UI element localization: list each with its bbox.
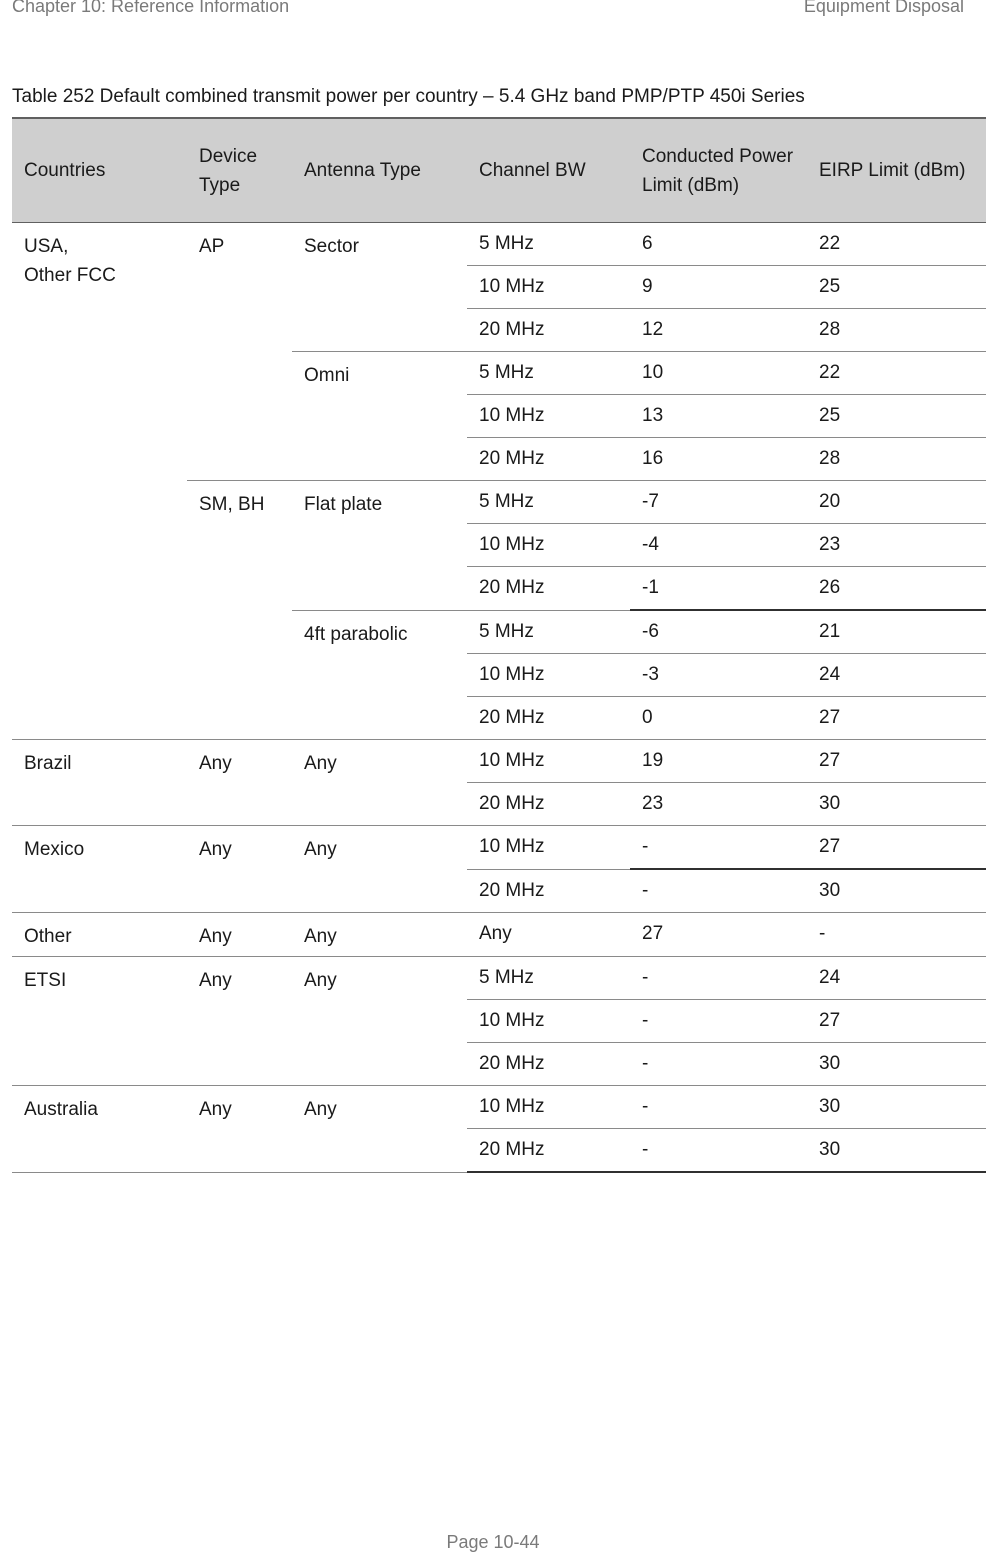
country-cell: Brazil <box>12 740 187 826</box>
channel-bw-cell: 20 MHz <box>467 567 630 611</box>
conducted-power-cell: 19 <box>630 740 807 783</box>
device-type-cell: Any <box>187 957 292 1086</box>
channel-bw-cell: 20 MHz <box>467 1043 630 1086</box>
conducted-power-cell: - <box>630 1086 807 1129</box>
table-row <box>12 223 986 266</box>
eirp-limit-cell: 24 <box>807 957 986 1000</box>
antenna-type-cell: Sector <box>292 223 467 352</box>
conducted-power-cell: - <box>630 1043 807 1086</box>
country-cell: Mexico <box>12 826 187 913</box>
eirp-limit-cell: 23 <box>807 524 986 567</box>
eirp-limit-cell: - <box>807 913 986 957</box>
device-type-cell: SM, BH <box>187 481 292 740</box>
conducted-power-cell: - <box>630 826 807 870</box>
table-row <box>12 740 986 783</box>
country-cell: Australia <box>12 1086 187 1173</box>
table-body <box>12 223 986 1173</box>
country-cell: USA, Other FCC <box>12 223 187 740</box>
eirp-limit-cell: 30 <box>807 869 986 913</box>
eirp-limit-cell: 27 <box>807 826 986 870</box>
device-type-cell: AP <box>187 223 292 481</box>
antenna-type-cell: Any <box>292 1086 467 1173</box>
table-caption <box>12 86 805 108</box>
conducted-power-cell: 13 <box>630 395 807 438</box>
conducted-power-cell: 16 <box>630 438 807 481</box>
country-cell: Other <box>12 913 187 957</box>
eirp-limit-cell: 20 <box>807 481 986 524</box>
channel-bw-cell: 20 MHz <box>467 783 630 826</box>
antenna-type-cell: Any <box>292 957 467 1086</box>
eirp-limit-cell: 22 <box>807 223 986 266</box>
channel-bw-cell: Any <box>467 913 630 957</box>
channel-bw-cell: 5 MHz <box>467 352 630 395</box>
page-header <box>0 0 986 22</box>
device-type-cell: Any <box>187 740 292 826</box>
antenna-type-cell: Any <box>292 826 467 913</box>
channel-bw-cell: 20 MHz <box>467 438 630 481</box>
power-limits-table <box>12 117 986 1173</box>
channel-bw-cell: 10 MHz <box>467 826 630 870</box>
channel-bw-cell: 10 MHz <box>467 524 630 567</box>
channel-bw-cell: 20 MHz <box>467 309 630 352</box>
column-header: Conducted Power Limit (dBm) <box>630 118 807 223</box>
table-caption-text: Default combined transmit power per country – 5.4 GHz band PMP/PTP 450i Series <box>94 86 805 107</box>
conducted-power-cell: - <box>630 1000 807 1043</box>
eirp-limit-cell: 28 <box>807 438 986 481</box>
section-title: Equipment Disposal <box>803 0 964 16</box>
table-caption-label: Table 252 <box>12 86 95 107</box>
eirp-limit-cell: 21 <box>807 610 986 654</box>
table-row <box>12 826 986 870</box>
eirp-limit-cell: 22 <box>807 352 986 395</box>
table-header-row <box>12 118 986 223</box>
channel-bw-cell: 20 MHz <box>467 869 630 913</box>
channel-bw-cell: 10 MHz <box>467 654 630 697</box>
channel-bw-cell: 5 MHz <box>467 957 630 1000</box>
eirp-limit-cell: 27 <box>807 1000 986 1043</box>
antenna-type-cell: Flat plate <box>292 481 467 611</box>
channel-bw-cell: 20 MHz <box>467 697 630 740</box>
antenna-type-cell: Any <box>292 913 467 957</box>
table-row <box>12 913 986 957</box>
conducted-power-cell: -3 <box>630 654 807 697</box>
conducted-power-cell: -1 <box>630 567 807 611</box>
channel-bw-cell: 20 MHz <box>467 1129 630 1173</box>
channel-bw-cell: 10 MHz <box>467 740 630 783</box>
antenna-type-cell: Omni <box>292 352 467 481</box>
antenna-type-cell: Any <box>292 740 467 826</box>
column-header: Countries <box>12 118 187 223</box>
conducted-power-cell: 23 <box>630 783 807 826</box>
eirp-limit-cell: 28 <box>807 309 986 352</box>
channel-bw-cell: 5 MHz <box>467 610 630 654</box>
table-row <box>12 1086 986 1129</box>
column-header: EIRP Limit (dBm) <box>807 118 986 223</box>
column-header: Channel BW <box>467 118 630 223</box>
channel-bw-cell: 5 MHz <box>467 223 630 266</box>
conducted-power-cell: 0 <box>630 697 807 740</box>
eirp-limit-cell: 30 <box>807 1043 986 1086</box>
eirp-limit-cell: 30 <box>807 1129 986 1173</box>
conducted-power-cell: - <box>630 957 807 1000</box>
channel-bw-cell: 10 MHz <box>467 1086 630 1129</box>
eirp-limit-cell: 27 <box>807 697 986 740</box>
eirp-limit-cell: 26 <box>807 567 986 611</box>
conducted-power-cell: - <box>630 869 807 913</box>
page-number: Page 10-44 <box>446 1532 540 1552</box>
column-header: Device Type <box>187 118 292 223</box>
channel-bw-cell: 5 MHz <box>467 481 630 524</box>
column-header: Antenna Type <box>292 118 467 223</box>
conducted-power-cell: 6 <box>630 223 807 266</box>
chapter-title: Chapter 10: Reference Information <box>12 0 290 16</box>
conducted-power-cell: -7 <box>630 481 807 524</box>
table-row <box>12 957 986 1000</box>
conducted-power-cell: -4 <box>630 524 807 567</box>
conducted-power-cell: 12 <box>630 309 807 352</box>
eirp-limit-cell: 25 <box>807 266 986 309</box>
device-type-cell: Any <box>187 1086 292 1173</box>
channel-bw-cell: 10 MHz <box>467 266 630 309</box>
eirp-limit-cell: 30 <box>807 783 986 826</box>
eirp-limit-cell: 25 <box>807 395 986 438</box>
conducted-power-cell: 27 <box>630 913 807 957</box>
conducted-power-cell: - <box>630 1129 807 1173</box>
eirp-limit-cell: 30 <box>807 1086 986 1129</box>
antenna-type-cell: 4ft parabolic <box>292 610 467 740</box>
conducted-power-cell: 9 <box>630 266 807 309</box>
device-type-cell: Any <box>187 913 292 957</box>
country-cell: ETSI <box>12 957 187 1086</box>
eirp-limit-cell: 27 <box>807 740 986 783</box>
conducted-power-cell: 10 <box>630 352 807 395</box>
device-type-cell: Any <box>187 826 292 913</box>
conducted-power-cell: -6 <box>630 610 807 654</box>
channel-bw-cell: 10 MHz <box>467 395 630 438</box>
channel-bw-cell: 10 MHz <box>467 1000 630 1043</box>
eirp-limit-cell: 24 <box>807 654 986 697</box>
